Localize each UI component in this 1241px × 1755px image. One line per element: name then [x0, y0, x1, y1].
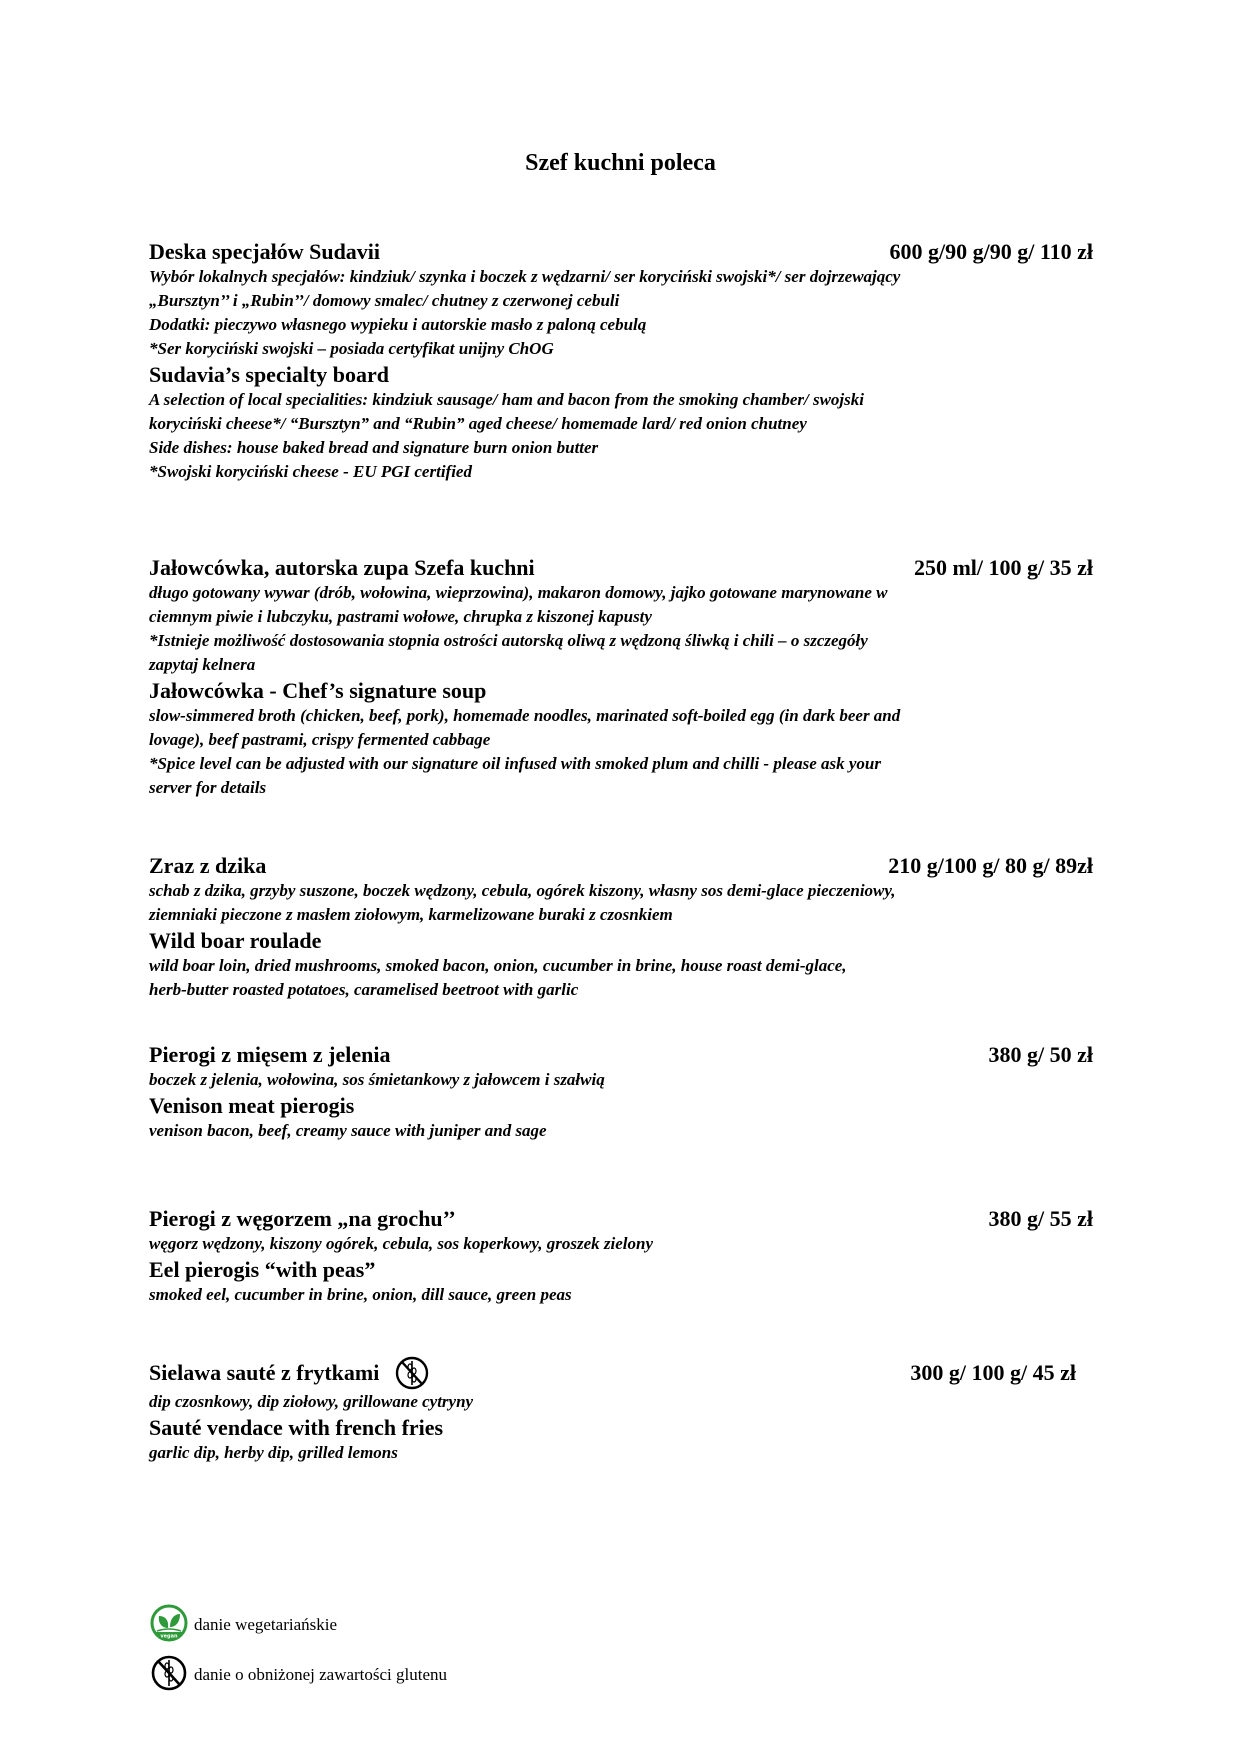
dish-desc-en-line: *Swojski koryciński cheese - EU PGI certified: [149, 462, 472, 481]
dish-price: 210 g/100 g/ 80 g/ 89zł: [888, 853, 1093, 878]
dish-name-pl: Jałowcówka, autorska zupa Szefa kuchni: [149, 555, 535, 580]
dish-desc-pl-line: długo gotowany wywar (drób, wołowina, wieprzowina), makaron domowy, jajko gotowane marynowane w: [149, 583, 888, 602]
dish-name-en: Eel pierogis “with peas”: [149, 1257, 376, 1282]
vegan-badge-text: vegan: [160, 1633, 178, 1639]
dish-desc-en-line: koryciński cheese*/ “Bursztyn” and “Rubin” aged cheese/ homemade lard/ red onion chutney: [149, 414, 807, 433]
dish-desc-en-line: wild boar loin, dried mushrooms, smoked bacon, onion, cucumber in brine, house roast demi-glace,: [149, 956, 847, 975]
dish-desc-pl-line: ciemnym piwie i lubczyku, pastrami wołowe, chrupka z kiszonej kapusty: [149, 607, 652, 626]
dish-name-en: Wild boar roulade: [149, 928, 322, 953]
dish-price: 250 ml/ 100 g/ 35 zł: [913, 555, 1093, 580]
dish-price: 380 g/ 50 zł: [988, 1042, 1093, 1067]
dish-desc-pl-line: ziemniaki pieczone z masłem ziołowym, karmelizowane buraki z czosnkiem: [149, 905, 673, 924]
dish-price: 300 g/ 100 g/ 45 zł: [910, 1360, 1076, 1385]
dish-desc-en-line: *Spice level can be adjusted with our signature oil infused with smoked plum and chilli - please ask your: [149, 754, 881, 773]
dish-name-pl-wrap: [149, 1356, 431, 1390]
icon-legend: [149, 1604, 447, 1696]
dish-name-en: Venison meat pierogis: [149, 1093, 355, 1118]
gluten-free-icon: [393, 1356, 431, 1390]
page-title: Szef kuchni poleca: [525, 150, 716, 176]
menu-item: [149, 239, 1101, 484]
dish-desc-pl-line: boczek z jelenia, wołowina, sos śmietankowy z jałowcem i szałwią: [149, 1070, 605, 1089]
dish-desc-en-line: lovage), beef pastrami, crispy fermented cabbage: [149, 730, 491, 749]
gluten-free-icon: [149, 1653, 189, 1698]
dish-desc-en-line: A selection of local specialities: kindziuk sausage/ ham and bacon from the smoking chamber/ swojski: [149, 390, 864, 409]
dish-price: 600 g/90 g/90 g/ 110 zł: [889, 239, 1093, 264]
dish-name-pl: Zraz z dzika: [149, 853, 267, 878]
dish-desc-en-line: garlic dip, herby dip, grilled lemons: [149, 1443, 398, 1462]
dish-name-pl: Sielawa sauté z frytkami: [149, 1360, 380, 1385]
menu-item: [149, 853, 1101, 1002]
menu-item: [149, 1356, 1101, 1465]
legend-label: danie o obniżonej zawartości glutenu: [194, 1665, 448, 1684]
dish-desc-pl-line: Wybór lokalnych specjałów: kindziuk/ szynka i boczek z wędzarni/ ser koryciński swojski*/ ser dojrzewający: [149, 267, 901, 286]
menu-item: [149, 1042, 1101, 1143]
dish-desc-en-line: server for details: [149, 778, 267, 797]
dish-price: 380 g/ 55 zł: [988, 1206, 1093, 1231]
dish-desc-pl-line: węgorz wędzony, kiszony ogórek, cebula, sos koperkowy, groszek zielony: [149, 1234, 654, 1253]
dish-name-en: Sudavia’s specialty board: [149, 362, 390, 387]
legend-item-vegetarian: [149, 1604, 447, 1646]
dish-desc-en-line: venison bacon, beef, creamy sauce with juniper and sage: [149, 1121, 547, 1140]
dish-desc-pl-line: schab z dzika, grzyby suszone, boczek wędzony, cebula, ogórek kiszony, własny sos demi-glace pieczeniowy,: [149, 881, 896, 900]
dish-desc-en-line: smoked eel, cucumber in brine, onion, dill sauce, green peas: [149, 1285, 572, 1304]
dish-desc-pl-line: dip czosnkowy, dip ziołowy, grillowane cytryny: [149, 1392, 474, 1411]
dish-name-pl: Deska specjałów Sudavii: [149, 239, 381, 264]
dish-name-pl: Pierogi z węgorzem „na grochu’’: [149, 1206, 456, 1231]
legend-item-gluten: [149, 1654, 447, 1696]
dish-desc-pl-line: Dodatki: pieczywo własnego wypieku i autorskie masło z paloną cebulą: [149, 315, 647, 334]
dish-desc-en-line: slow-simmered broth (chicken, beef, pork), homemade noodles, marinated soft-boiled egg (in dark beer and: [149, 706, 901, 725]
dish-name-en: Sauté vendace with french fries: [149, 1415, 444, 1440]
dish-desc-pl-line: *Ser koryciński swojski – posiada certyfikat unijny ChOG: [149, 339, 554, 358]
dish-desc-pl-line: „Bursztyn’’ i „Rubin’’/ domowy smalec/ chutney z czerwonej cebuli: [149, 291, 620, 310]
dish-name-pl: Pierogi z mięsem z jelenia: [149, 1042, 391, 1067]
dish-desc-en-line: Side dishes: house baked bread and signature burn onion butter: [149, 438, 599, 457]
dish-desc-pl-line: *Istnieje możliwość dostosowania stopnia ostrości autorską oliwą z wędzoną śliwką i chili – o szczegóły: [149, 631, 868, 650]
menu-item: [149, 555, 1101, 800]
vegan-leaf-icon: [149, 1603, 189, 1648]
dish-desc-en-line: herb-butter roasted potatoes, caramelised beetroot with garlic: [149, 980, 579, 999]
legend-label: danie wegetariańskie: [194, 1615, 338, 1634]
dish-desc-pl-line: zapytaj kelnera: [149, 655, 256, 674]
dish-name-en: Jałowcówka - Chef’s signature soup: [149, 678, 487, 703]
menu-item: [149, 1206, 1101, 1307]
